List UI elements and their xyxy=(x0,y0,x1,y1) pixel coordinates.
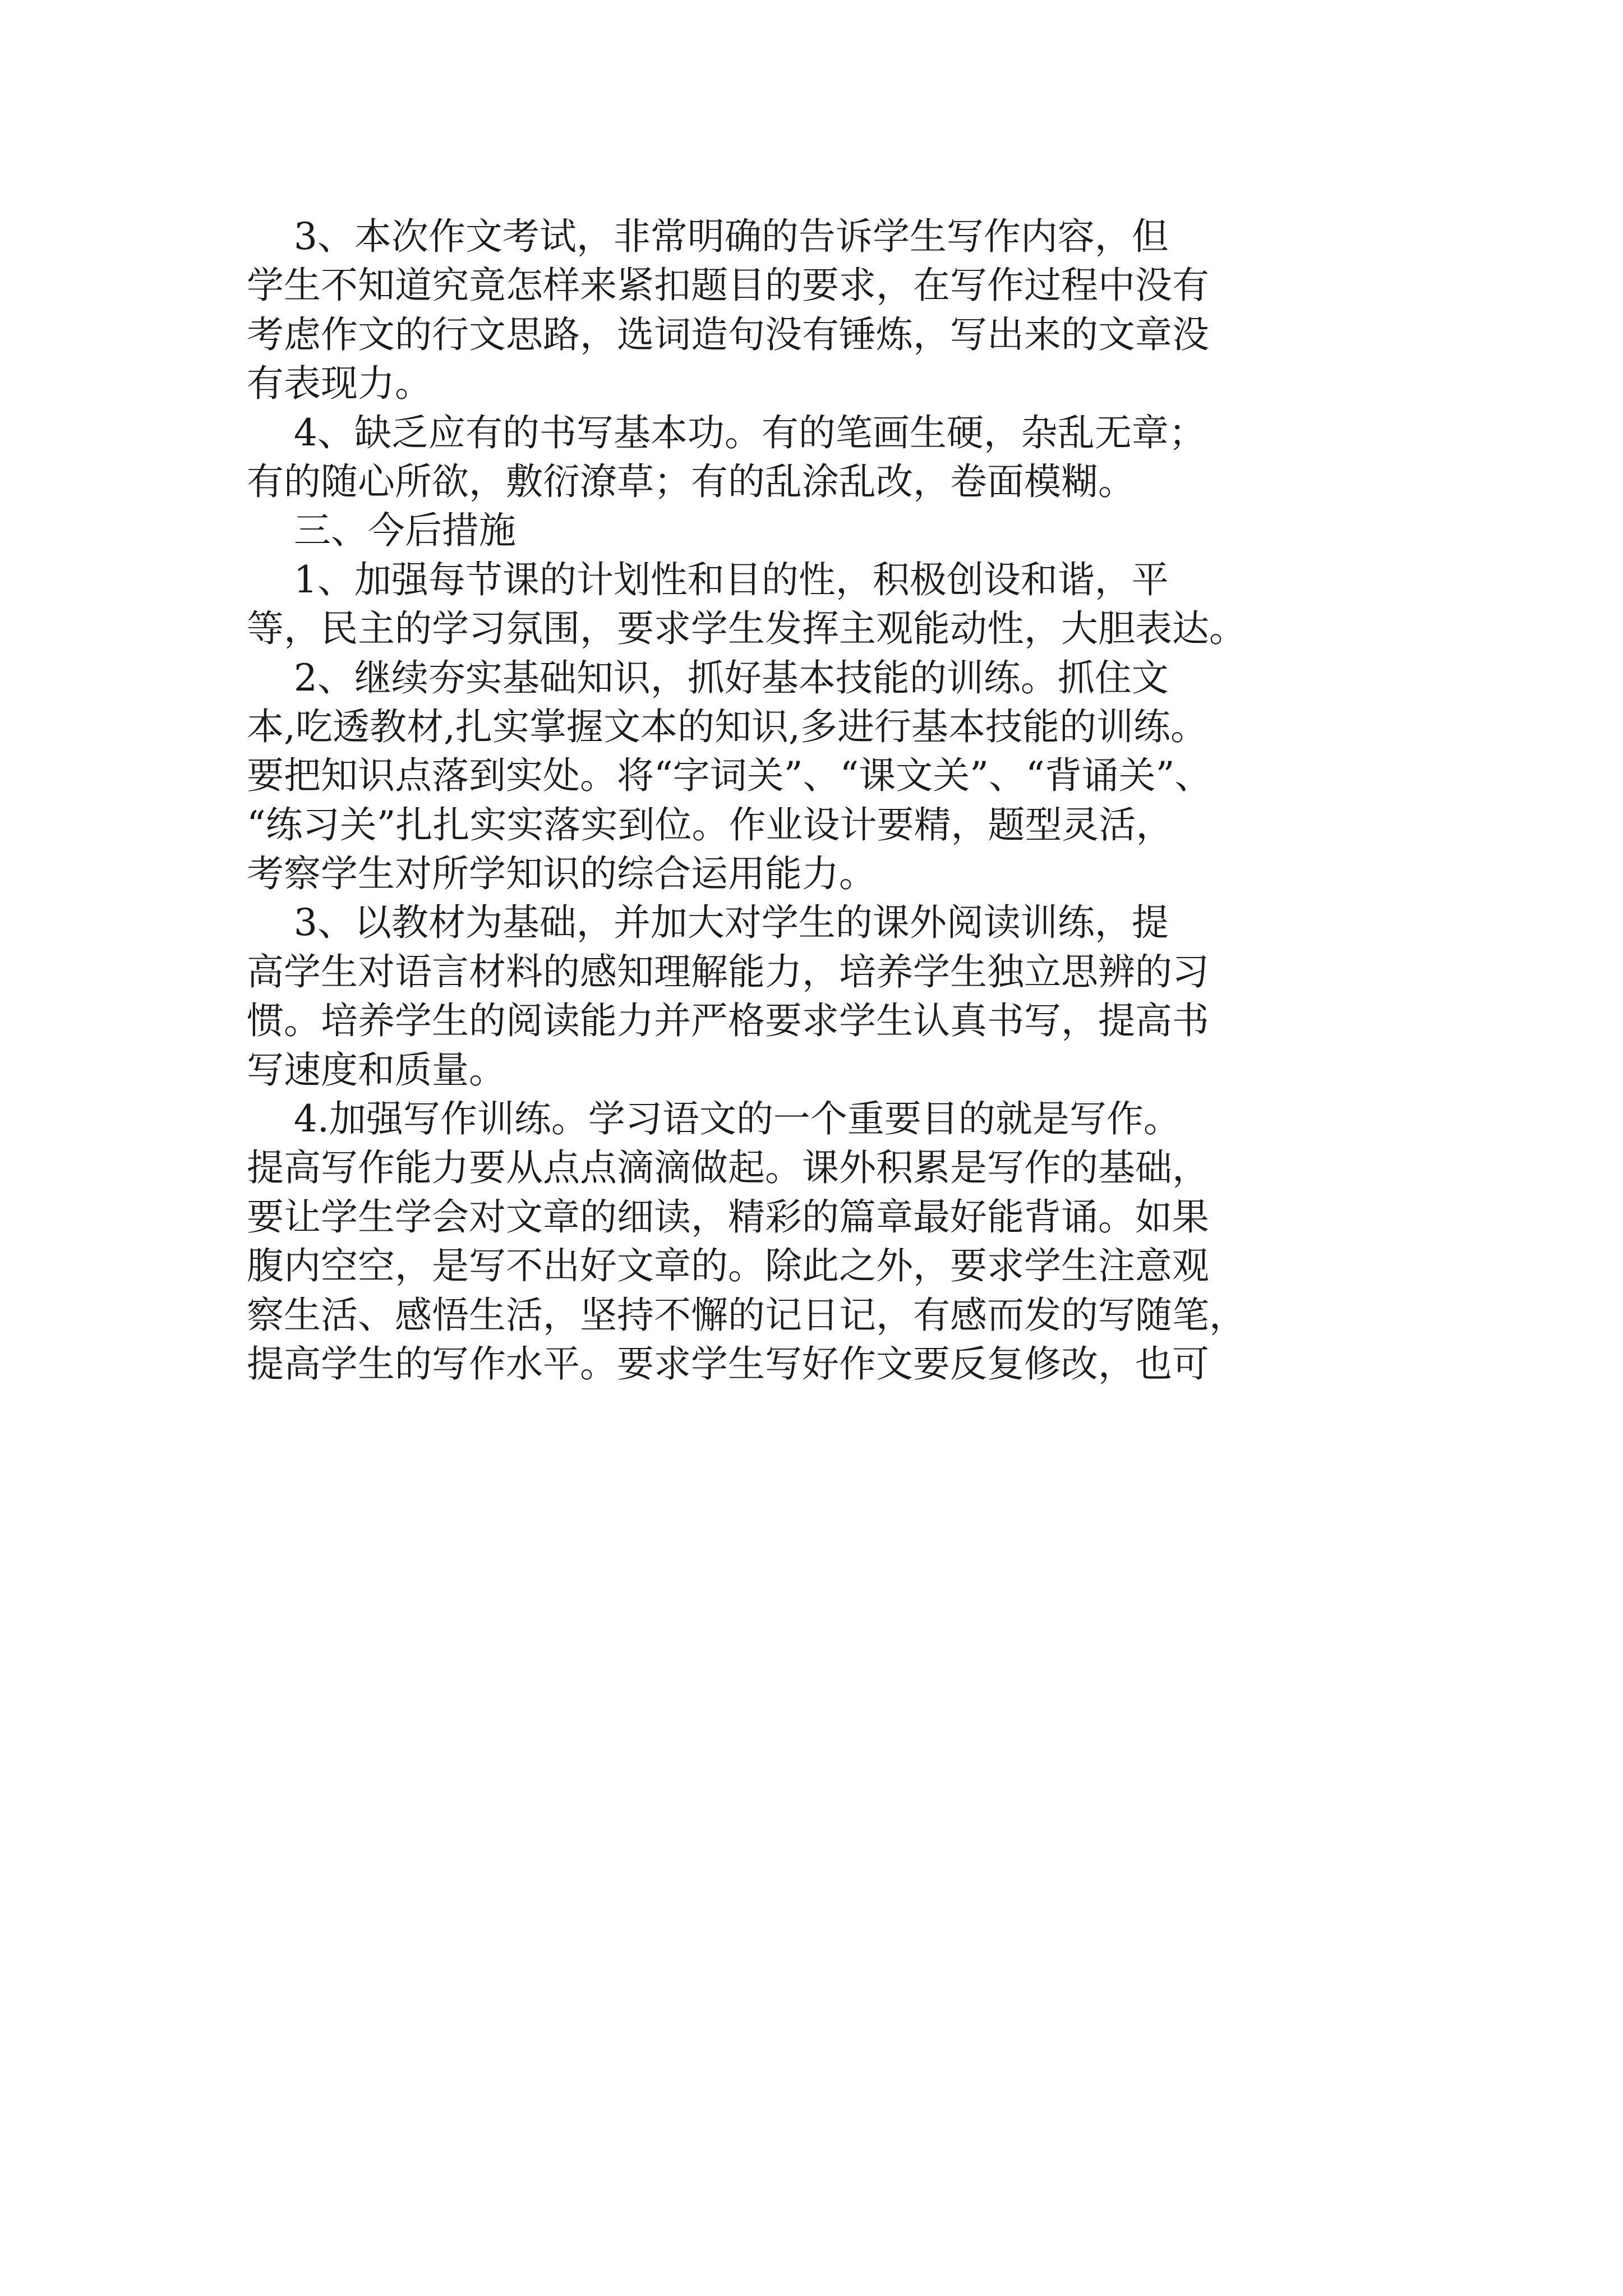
text-line: 提高学生的写作水平。要求学生写好作文要反复修改，也可 xyxy=(247,1342,1209,1386)
text-line: 有表现力。 xyxy=(247,362,432,406)
text-line: 等，民主的学习氛围，要求学生发挥主观能动性，大胆表达。 xyxy=(247,607,1246,651)
text-line: 提高写作能力要从点点滴滴做起。课外积累是写作的基础， xyxy=(247,1146,1209,1190)
text-line: “练习关”扎扎实实落实到位。作业设计要精，题型灵活， xyxy=(247,803,1173,846)
text-line: 2、继续夯实基础知识，抓好基本技能的训练。抓住文 xyxy=(247,656,1169,700)
text-line: 考虑作文的行文思路，选词造句没有锤炼，写出来的文章没 xyxy=(247,312,1209,356)
document-body xyxy=(247,212,1391,1388)
text-line: 考察学生对所学知识的综合运用能力。 xyxy=(247,852,876,896)
text-line: 3、本次作文考试，非常明确的告诉学生写作内容，但 xyxy=(247,215,1169,258)
text-line: 察生活、感悟生活，坚持不懈的记日记，有感而发的写随笔， xyxy=(247,1293,1246,1337)
text-line: 要把知识点落到实处。将“字词关”、“课文关”、“背诵关”、 xyxy=(247,754,1212,798)
text-line: 有的随心所欲，敷衍潦草；有的乱涂乱改，卷面模糊。 xyxy=(247,459,1135,503)
text-line: 1、加强每节课的计划性和目的性，积极创设和谐，平 xyxy=(247,558,1169,601)
text-line: 写速度和质量。 xyxy=(247,1048,506,1092)
text-line: 要让学生学会对文章的细读，精彩的篇章最好能背诵。如果 xyxy=(247,1195,1209,1239)
text-line: 3、以教材为基础，并加大对学生的课外阅读训练，提 xyxy=(247,901,1169,945)
section-heading: 三、今后措施 xyxy=(247,509,516,553)
text-line: 惯。培养学生的阅读能力并严格要求学生认真书写，提高书 xyxy=(247,999,1209,1043)
text-line: 4.加强写作训练。学习语文的一个重要目的就是写作。 xyxy=(247,1097,1181,1141)
text-line: 腹内空空，是写不出好文章的。除此之外，要求学生注意观 xyxy=(247,1244,1209,1288)
text-line: 4、缺乏应有的书写基本功。有的笔画生硬，杂乱无章； xyxy=(247,411,1206,454)
text-line: 学生不知道究竟怎样来紧扣题目的要求，在写作过程中没有 xyxy=(247,264,1209,307)
text-line: 高学生对语言材料的感知理解能力，培养学生独立思辨的习 xyxy=(247,950,1209,993)
text-line: 本,吃透教材,扎实掌握文本的知识,多进行基本技能的训练。 xyxy=(247,705,1207,748)
